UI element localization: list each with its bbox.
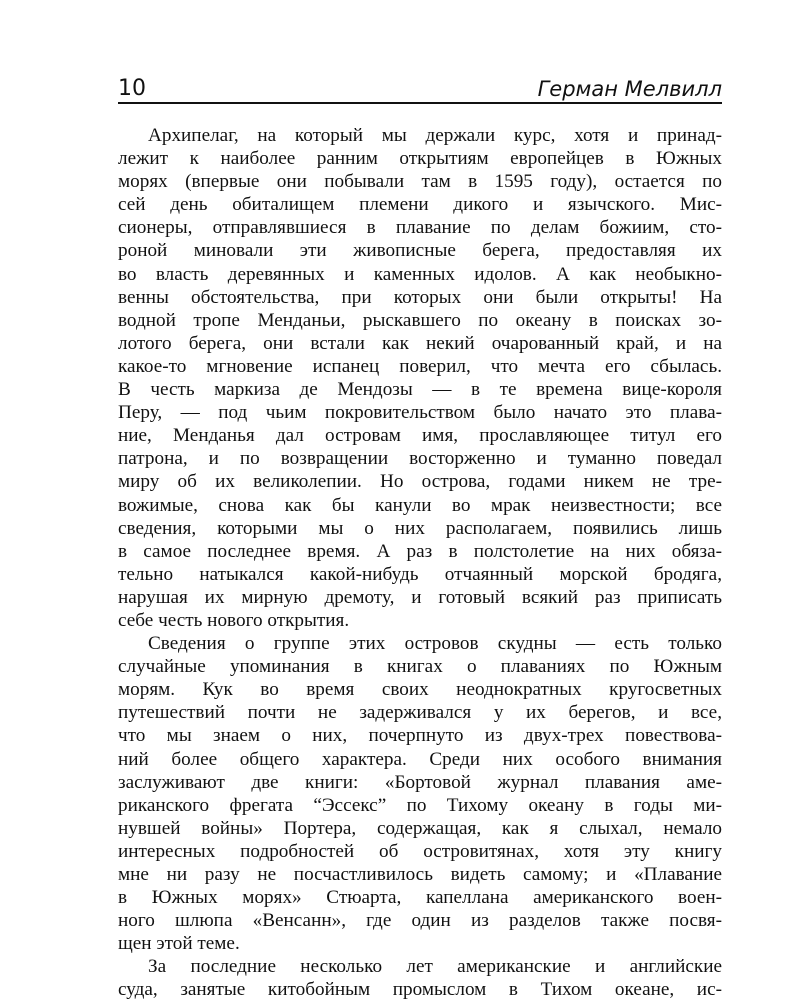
text-line: сионеры, отправлявшиеся в плавание по делам божиим, сто-	[118, 217, 722, 239]
text-line: ние, Менданья дал островам имя, прославляющее титул его	[118, 425, 722, 447]
text-line: какое-то мгновение испанец поверил, что мечта его сбылась.	[118, 355, 722, 377]
text-line: нарушая их мирную дремоту, и готовый всякий раз приписать	[118, 586, 722, 608]
text-line: роной миновали эти живописные берега, предоставляя их	[118, 240, 722, 262]
text-line: себе честь нового открытия.	[118, 609, 350, 631]
text-line: Архипелаг, на который мы держали курс, хотя и принад-	[148, 125, 722, 146]
page-number: 10	[118, 76, 146, 101]
text-line: в самое последнее время. А раз в полстолетие на них обяза-	[118, 540, 722, 562]
text-line: интересных подробностей об островитянах, хотя эту книгу	[118, 840, 722, 862]
text-line: тельно натыкался какой-нибудь отчаянный морской бродяга,	[118, 563, 722, 585]
text-line: морях (впервые они побывали там в 1595 году), остается по	[118, 171, 722, 193]
paragraph-3	[118, 955, 722, 1001]
text-line: лотого берега, они встали как некий очарованный край, и на	[118, 332, 722, 354]
body-text	[118, 124, 722, 1002]
text-line: лежит к наиболее ранним открытиям европейцев в Южных	[118, 148, 722, 170]
text-line: венны обстоятельства, при которых они были открыты! На	[118, 286, 722, 308]
text-line: морям. Кук во время своих неоднократных кругосветных	[118, 679, 722, 701]
text-line: случайные упоминания в книгах о плаваниях по Южным	[118, 656, 722, 678]
book-page	[118, 72, 722, 1002]
text-line: Перу, — под чьим покровительством было начато это плава-	[118, 402, 722, 424]
text-line: заслуживают две книги: «Бортовой журнал плавания аме-	[118, 771, 722, 793]
text-line: щен этой теме.	[118, 933, 240, 955]
running-head	[118, 72, 722, 104]
text-line: За последние несколько лет американские и английские	[148, 956, 722, 978]
text-line: в Южных морях» Стюарта, капеллана американского воен-	[118, 887, 722, 909]
book-author: Герман Мелвилл	[537, 77, 722, 101]
text-line: сведения, которыми мы о них располагаем, появились лишь	[118, 517, 722, 539]
paragraph-1	[118, 124, 722, 632]
text-line: суда, занятые китобойным промыслом в Тихом океане, ис-	[118, 979, 722, 1001]
text-line: риканского фрегата “Эссекс” по Тихому океану в годы ми-	[118, 794, 722, 816]
paragraph-2	[118, 632, 722, 955]
text-line: ний более общего характера. Среди них особого внимания	[118, 748, 722, 770]
text-line: мне ни разу не посчастливилось видеть самому; и «Плавание	[118, 864, 722, 885]
text-line: что мы знаем о них, почерпнуто из двух-трех повествова-	[118, 725, 722, 747]
text-line: сей день обиталищем племени дикого и язычского. Мис-	[118, 194, 722, 216]
text-line: Сведения о группе этих островов скудны — есть только	[148, 633, 722, 655]
text-line: патрона, и по возвращении восторженно и туманно поведал	[118, 448, 722, 470]
text-line: водной тропе Менданьи, рыскавшего по океану в поисках зо-	[118, 309, 722, 331]
text-line: путешествий почти не задерживался у их берегов, и все,	[118, 702, 722, 724]
text-line: В честь маркиза де Мендозы — в те времена вице-короля	[118, 379, 722, 401]
text-line: вожимые, снова как бы канули во мрак неизвестности; все	[118, 494, 722, 516]
text-line: во власть деревянных и каменных идолов. А как необыкно-	[118, 263, 722, 285]
text-line: миру об их великолепии. Но острова, годами никем не тре-	[118, 471, 722, 493]
text-line: ного шлюпа «Венсанн», где один из разделов также посвя-	[118, 910, 722, 932]
text-line: нувшей войны» Портера, содержащая, как я слыхал, немало	[118, 817, 722, 839]
